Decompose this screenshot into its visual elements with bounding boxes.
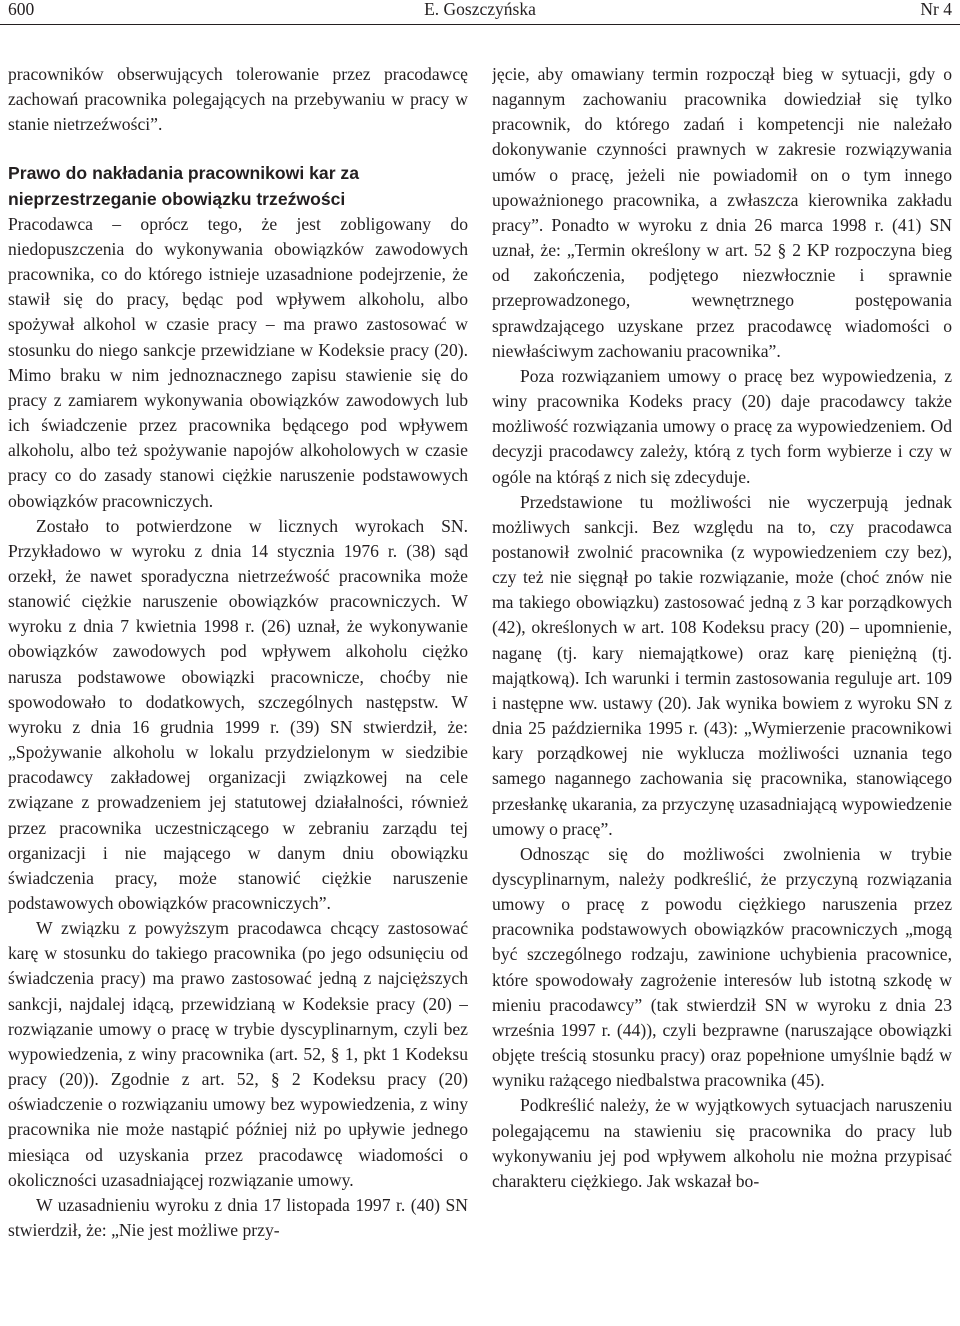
left-column [8, 62, 468, 1322]
running-header [8, 0, 952, 22]
paragraph: Przedstawione tu możliwości nie wyczerpują jednak możliwych sankcji. Bez względu na to, czy pracodawca postanowił zwolnić pracownika (z wypowiedzeniem czy bez), czy też nie sięgnął po takie rozwiązanie, może (choć znów nie ma takiego obowiązku) zastosować jedną z 3 kar porządkowych (42), określonych w art. 108 Kodeksu pracy (20) – upomnienie, naganę (tj. kary niemajątkowe) oraz karę pieniężną (tj. majątkową). Ich warunki i termin zastosowania reguluje art. 109 i następne ww. ustawy (20). Jak wynika bowiem z wyroku SN z dnia 25 października 1995 r. (43): „Wymierzenie pracownikowi kary porządkowej nie wyklucza możliwości uznania tego samego nagannego zachowania się pracownika, stanowiącego przesłankę ukarania, za przyczynę uzasadniającą wypowiedzenie umowy o pracę”. [492, 491, 952, 839]
header-rule [0, 24, 960, 25]
paragraph-continued: pracowników obserwujących tolerowanie przez pracodawcę zachowań pracownika polegających na przebywaniu w pracy w stanie nietrzeźwości”. [8, 64, 468, 135]
paragraph-continued: jęcie, aby omawiany termin rozpoczął bieg w sytuacji, gdy o nagannym zachowaniu pracownika dowiedział się tylko pracownik, do którego zadań i kompetencji nie należało dokonywanie czynności prawnych w zakresie rozwiązywania umów o pracę, jeżeli nie powiadomił on o tym innego upoważnionego pracownika, a zwłaszcza kierownika zakładu pracy”. Ponadto w wyroku z dnia 26 marca 1998 r. (41) SN uznał, że: „Termin określony w art. 52 § 2 KP rozpoczyna bieg od zakończenia, podjętego niezwłocznie i sprawnie przeprowadzonego, wewnętrznego postępowania sprawdzającego uzyskane przez pracodawcę wiadomości o niewłaściwym zachowaniu pracownika”. [492, 64, 952, 361]
paragraph: Poza rozwiązaniem umowy o pracę bez wypowiedzenia, z winy pracownika Kodeks pracy (20) daje pracodawcy także możliwość rozwiązania umowy o pracę za wypowiedzeniem. Od decyzji pracodawcy zależy, którą z tych form wybierze i czy w ogóle na którąś z nich się zdecyduje. [492, 365, 952, 487]
page-number: 600 [8, 0, 35, 19]
paragraph: Odnosząc się do możliwości zwolnienia w trybie dyscyplinarnym, należy podkreślić, że przyczyną rozwiązania umowy o pracę z powodu ciężkiego naruszenia przez pracownika podstawowych obowiązków pracowniczych „mogą być szczególnego rodzaju, zawinione uchybienia pracownice, które spowodowały zagrożenie interesów lub istotną szkodę w mieniu pracodawcy” (tak stwierdził SN w wyroku z dnia 23 września 1997 r. (44)), czyli bezprawne (naruszające obowiązki objęte treścią stosunku pracy) oraz popełnione umyślnie bądź w wyniku rażącego niedbalstwa pracownika (45). [492, 843, 952, 1091]
paragraph: Pracodawca – oprócz tego, że jest zobligowany do niedopuszczenia do wykonywania obowiązków zawodowych pracownika, co do którego istnieje uzasadnione podejrzenie, że stawił się do pracy, będąc pod wpływem alkoholu, albo spożywał alkohol w czasie pracy – ma prawo zastosować w stosunku do niego sankcje przewidziane w Kodeksie pracy (20). Mimo braku w nim jednoznacznego zapisu stawienie się do pracy z zamiarem wykonywania obowiązków zawodowych lub ich świadczenie przez pracownika będącego pod wpływem alkoholu, albo też spożywanie napojów alkoholowych w czasie pracy co do zasady stanowi ciężkie naruszenie podstawowych obowiązków pracowniczych. [8, 213, 468, 511]
paragraph: Zostało to potwierdzone w licznych wyrokach SN. Przykładowo w wyroku z dnia 14 stycznia 1976 r. (38) sąd orzekł, że nawet sporadyczna nietrzeźwość pracownika może stanowić ciężkie naruszenie obowiązków pracowniczych. W wyroku z dnia 7 kwietnia 1998 r. (26) uznał, że wykonywanie obowiązków zawodowych pod wpływem alkoholu ciężko narusza podstawowe obowiązki pracownicze, choćby nie spowodowało to dodatkowych, szczególnych następstw. W wyroku z dnia 16 grudnia 1999 r. (39) SN stwierdził, że: „Spożywanie alkoholu w lokalu przydzielonym w siedzibie pracodawcy zakładowej organizacji związkowej na cele związane z prowadzeniem jej statutowej działalności, również przez pracownika uczestniczącego w zebraniu zarządu tej organizacji i nie mającego w danym dniu obowiązku świadczenia pracy, może stanowić ciężkie naruszenie podstawowych obowiązków pracowniczych”. [8, 515, 468, 913]
paragraph: W uzasadnieniu wyroku z dnia 17 listopada 1997 r. (40) SN stwierdził, że: „Nie jest możliwe przy- [8, 1194, 468, 1241]
running-author: E. Goszczyńska [424, 0, 536, 19]
issue-number: Nr 4 [920, 0, 952, 19]
paragraph: W związku z powyższym pracodawca chcący zastosować karę w stosunku do takiego pracownika (po jego odsunięciu od świadczenia pracy) ma prawo zastosować jedną z najcięższych sankcji, najdalej idącą, przewidzianą w Kodeksie pracy (20) – rozwiązanie umowy o pracę w trybie dyscyplinarnym, czyli bez wypowiedzenia, z winy pracownika (art. 52, § 1, pkt 1 Kodeksu pracy (20)). Zgodnie z art. 52, § 2 Kodeksu pracy (20) oświadczenie o rozwiązaniu umowy bez wypowiedzenia, z winy pracownika nie może nastąpić później niż po upływie jednego miesiąca od uzyskania przez pracodawcę wiadomości o okoliczności uzasadniającej rozwiązanie umowy. [8, 918, 468, 1190]
section-heading: Prawo do nakładania pracownikowi kar za nieprzestrzeganie obowiązku trzeźwości [8, 163, 360, 209]
right-column [492, 62, 952, 1322]
paragraph: Podkreślić należy, że w wyjątkowych sytuacjach naruszeniu polegającemu na stawieniu się pracownika do pracy lub wykonywaniu jej pod wpływem alkoholu nie można przypisać charakteru ciężkiego. Jak wskazał bo- [492, 1095, 952, 1191]
